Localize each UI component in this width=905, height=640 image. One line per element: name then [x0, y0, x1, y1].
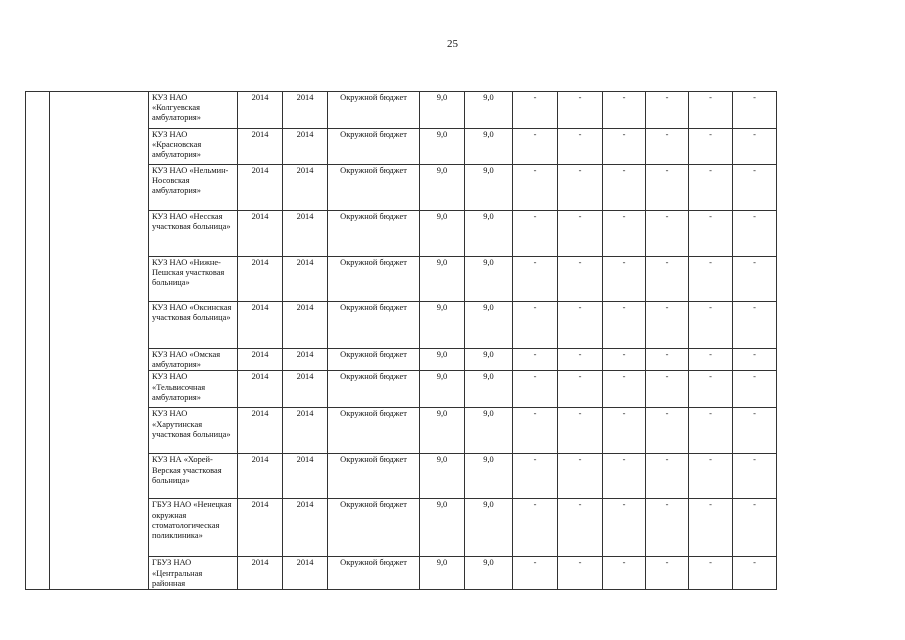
start-year-cell: 2014 — [238, 557, 283, 590]
value-cell: - — [558, 349, 603, 371]
end-year-cell: 2014 — [283, 408, 328, 454]
value-cell: - — [733, 371, 777, 408]
start-year-cell: 2014 — [238, 129, 283, 165]
value-cell: - — [558, 557, 603, 590]
start-year-cell: 2014 — [238, 454, 283, 499]
value-cell: - — [689, 499, 733, 557]
institution-cell: КУЗ НАО «Нельмин-Носовская амбулатория» — [149, 165, 238, 211]
value-cell: - — [513, 349, 558, 371]
value-cell: - — [558, 211, 603, 257]
value-cell: - — [513, 211, 558, 257]
value-cell: - — [646, 129, 689, 165]
start-year-cell: 2014 — [238, 257, 283, 302]
start-year-cell: 2014 — [238, 302, 283, 349]
table-body — [26, 92, 777, 590]
total-amount-cell: 9,0 — [420, 211, 465, 257]
end-year-cell: 2014 — [283, 211, 328, 257]
start-year-cell: 2014 — [238, 408, 283, 454]
value-cell: - — [646, 257, 689, 302]
value-cell: - — [558, 129, 603, 165]
value-cell: - — [603, 211, 646, 257]
value-cell: - — [513, 557, 558, 590]
value-cell: - — [646, 92, 689, 129]
start-year-cell: 2014 — [238, 211, 283, 257]
value-cell: - — [558, 92, 603, 129]
institution-cell: КУЗ НАО «Колгуевская амбулатория» — [149, 92, 238, 129]
value-cell: - — [603, 454, 646, 499]
funding-source-cell: Окружной бюджет — [328, 349, 420, 371]
end-year-cell: 2014 — [283, 454, 328, 499]
value-cell: - — [689, 349, 733, 371]
value-cell: - — [603, 165, 646, 211]
value-cell: - — [603, 302, 646, 349]
total-amount-cell: 9,0 — [420, 557, 465, 590]
value-cell: - — [513, 371, 558, 408]
page-number: 25 — [447, 38, 458, 50]
value-cell: - — [733, 211, 777, 257]
institution-cell: ГБУЗ НАО «Ненецкая окружная стоматологическая поликлиника» — [149, 499, 238, 557]
end-year-cell: 2014 — [283, 92, 328, 129]
value-cell: - — [733, 408, 777, 454]
value-cell: - — [646, 408, 689, 454]
year-amount-cell: 9,0 — [465, 371, 513, 408]
total-amount-cell: 9,0 — [420, 371, 465, 408]
value-cell: - — [733, 499, 777, 557]
value-cell: - — [603, 257, 646, 302]
value-cell: - — [558, 499, 603, 557]
value-cell: - — [558, 408, 603, 454]
end-year-cell: 2014 — [283, 557, 328, 590]
value-cell: - — [646, 211, 689, 257]
value-cell: - — [603, 557, 646, 590]
funding-source-cell: Окружной бюджет — [328, 454, 420, 499]
value-cell: - — [733, 302, 777, 349]
total-amount-cell: 9,0 — [420, 165, 465, 211]
value-cell: - — [646, 371, 689, 408]
value-cell: - — [603, 349, 646, 371]
value-cell: - — [646, 349, 689, 371]
value-cell: - — [646, 557, 689, 590]
value-cell: - — [733, 349, 777, 371]
institution-cell: КУЗ НА «Хорей-Верская участковая больница» — [149, 454, 238, 499]
value-cell: - — [513, 408, 558, 454]
value-cell: - — [689, 302, 733, 349]
year-amount-cell: 9,0 — [465, 302, 513, 349]
institution-cell: КУЗ НАО «Несская участковая больница» — [149, 211, 238, 257]
end-year-cell: 2014 — [283, 257, 328, 302]
value-cell: - — [646, 454, 689, 499]
total-amount-cell: 9,0 — [420, 349, 465, 371]
value-cell: - — [513, 92, 558, 129]
document-table — [25, 91, 777, 590]
value-cell: - — [513, 499, 558, 557]
end-year-cell: 2014 — [283, 165, 328, 211]
value-cell: - — [513, 257, 558, 302]
value-cell: - — [513, 165, 558, 211]
value-cell: - — [689, 92, 733, 129]
value-cell: - — [689, 454, 733, 499]
institution-cell: КУЗ НАО «Красновская амбулатория» — [149, 129, 238, 165]
value-cell: - — [603, 129, 646, 165]
value-cell: - — [603, 408, 646, 454]
value-cell: - — [603, 92, 646, 129]
outer-left-cell — [26, 92, 50, 590]
value-cell: - — [558, 165, 603, 211]
year-amount-cell: 9,0 — [465, 257, 513, 302]
year-amount-cell: 9,0 — [465, 129, 513, 165]
value-cell: - — [733, 557, 777, 590]
value-cell: - — [733, 257, 777, 302]
end-year-cell: 2014 — [283, 371, 328, 408]
value-cell: - — [689, 257, 733, 302]
year-amount-cell: 9,0 — [465, 499, 513, 557]
table-row — [26, 92, 777, 129]
funding-source-cell: Окружной бюджет — [328, 557, 420, 590]
value-cell: - — [733, 129, 777, 165]
start-year-cell: 2014 — [238, 349, 283, 371]
year-amount-cell: 9,0 — [465, 557, 513, 590]
year-amount-cell: 9,0 — [465, 165, 513, 211]
total-amount-cell: 9,0 — [420, 92, 465, 129]
total-amount-cell: 9,0 — [420, 257, 465, 302]
value-cell: - — [689, 165, 733, 211]
value-cell: - — [513, 454, 558, 499]
end-year-cell: 2014 — [283, 499, 328, 557]
funding-source-cell: Окружной бюджет — [328, 408, 420, 454]
funding-source-cell: Окружной бюджет — [328, 92, 420, 129]
value-cell: - — [558, 302, 603, 349]
value-cell: - — [603, 371, 646, 408]
year-amount-cell: 9,0 — [465, 92, 513, 129]
start-year-cell: 2014 — [238, 165, 283, 211]
value-cell: - — [689, 371, 733, 408]
institution-cell: КУЗ НАО «Оксинская участковая больница» — [149, 302, 238, 349]
value-cell: - — [558, 257, 603, 302]
start-year-cell: 2014 — [238, 499, 283, 557]
value-cell: - — [733, 454, 777, 499]
value-cell: - — [558, 371, 603, 408]
value-cell: - — [733, 92, 777, 129]
value-cell: - — [646, 302, 689, 349]
year-amount-cell: 9,0 — [465, 408, 513, 454]
row-group-cell — [50, 92, 149, 590]
institution-cell: КУЗ НАО «Омская амбулатория» — [149, 349, 238, 371]
funding-source-cell: Окружной бюджет — [328, 165, 420, 211]
funding-source-cell: Окружной бюджет — [328, 129, 420, 165]
total-amount-cell: 9,0 — [420, 499, 465, 557]
funding-source-cell: Окружной бюджет — [328, 302, 420, 349]
institution-cell: КУЗ НАО «Тельвисочная амбулатория» — [149, 371, 238, 408]
funding-source-cell: Окружной бюджет — [328, 211, 420, 257]
end-year-cell: 2014 — [283, 129, 328, 165]
value-cell: - — [646, 499, 689, 557]
value-cell: - — [603, 499, 646, 557]
total-amount-cell: 9,0 — [420, 129, 465, 165]
value-cell: - — [689, 557, 733, 590]
value-cell: - — [689, 211, 733, 257]
year-amount-cell: 9,0 — [465, 454, 513, 499]
funding-source-cell: Окружной бюджет — [328, 257, 420, 302]
value-cell: - — [689, 129, 733, 165]
end-year-cell: 2014 — [283, 349, 328, 371]
total-amount-cell: 9,0 — [420, 302, 465, 349]
value-cell: - — [513, 129, 558, 165]
year-amount-cell: 9,0 — [465, 211, 513, 257]
value-cell: - — [558, 454, 603, 499]
total-amount-cell: 9,0 — [420, 454, 465, 499]
institution-cell: ГБУЗ НАО «Центральная районная — [149, 557, 238, 590]
total-amount-cell: 9,0 — [420, 408, 465, 454]
start-year-cell: 2014 — [238, 371, 283, 408]
start-year-cell: 2014 — [238, 92, 283, 129]
institution-cell: КУЗ НАО «Харутинская участковая больница» — [149, 408, 238, 454]
value-cell: - — [733, 165, 777, 211]
funding-source-cell: Окружной бюджет — [328, 371, 420, 408]
value-cell: - — [646, 165, 689, 211]
institution-cell: КУЗ НАО «Нижне-Пешская участковая больница» — [149, 257, 238, 302]
end-year-cell: 2014 — [283, 302, 328, 349]
value-cell: - — [513, 302, 558, 349]
value-cell: - — [689, 408, 733, 454]
year-amount-cell: 9,0 — [465, 349, 513, 371]
funding-source-cell: Окружной бюджет — [328, 499, 420, 557]
